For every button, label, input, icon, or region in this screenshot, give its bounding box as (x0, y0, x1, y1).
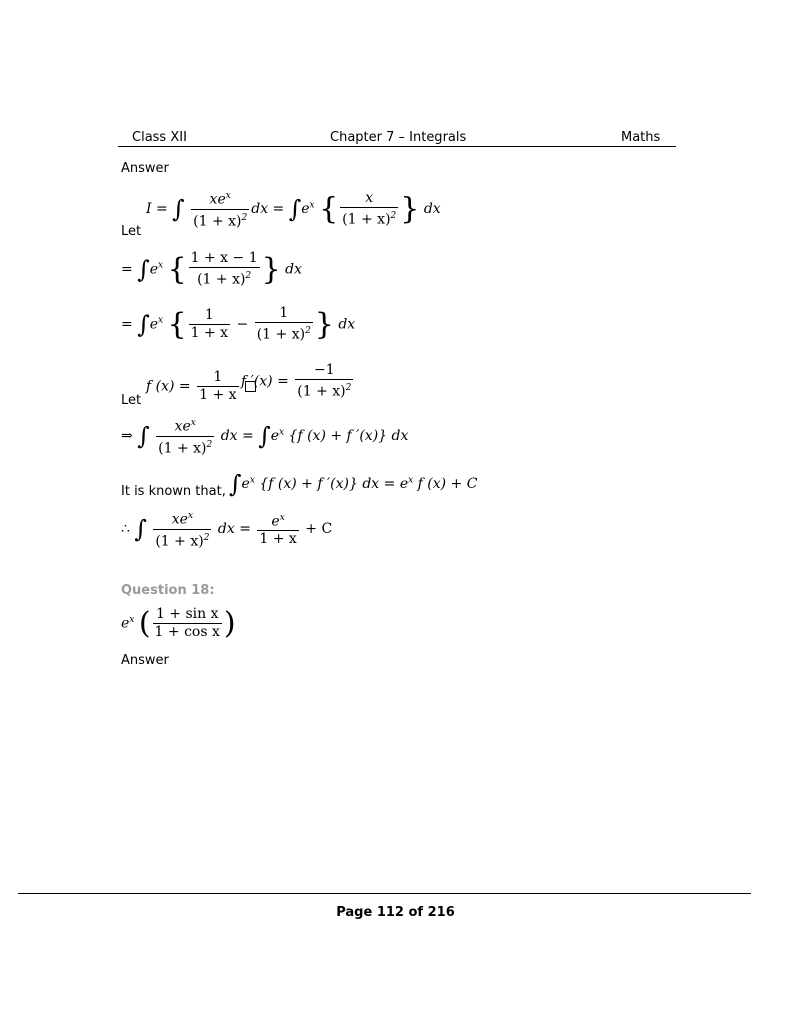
equation-known-result: $\int e^x$ {f (x) + f ′(x)} dx = $e^x$ f (x) + C (229, 470, 478, 498)
let-label: Let (121, 393, 142, 408)
question-title: Question 18: (121, 583, 215, 598)
page-number: Page 112 of 216 (336, 905, 455, 920)
header-chapter: Chapter 7 – Integrals (330, 130, 467, 145)
header-subject: Maths (621, 130, 661, 145)
equation-f-definition: f (x) = $\frac{1}{1 + x}$ (146, 369, 256, 404)
footer-rule (18, 893, 751, 894)
answer-label: Answer (121, 161, 169, 176)
known-label: It is known that, (121, 484, 226, 499)
let-label: Let (121, 224, 142, 239)
equation-step-2: = $\int e^x$ { $\frac{1}{1 + x}$ − $\frac{1}{(1 + x)^2}$ } dx (121, 305, 356, 343)
question-expression: $e^x$ ( $\frac{\text{1 + sin x}}{\text{1 + cos x}}$ ) (121, 606, 236, 641)
answer-label: Answer (121, 653, 169, 668)
header-rule (118, 146, 676, 147)
equation-step-1: = $\int e^x$ { $\frac{1 + x - 1}{(1 + x)^2}$ } dx (121, 250, 303, 288)
equation-conclusion: ∴ ∫ $\frac{xe^x}{(1 + x)^2}$ dx = $\frac{e^x}{1 + x}$ + C (121, 508, 332, 550)
equation-integral-definition: I = ∫ $\frac{xe^x}{(1 + x)^2}$ dx = $\int e^x$ { $\frac{x}{(1 + x)^2}$ } dx (146, 189, 441, 230)
equation-implies: ⇒ ∫ $\frac{xe^x}{(1 + x)^2}$ dx = $\int e^x$ {f (x) + f ′(x)} dx (121, 415, 408, 457)
equation-f-derivative: f ′(x) = $\frac{-1}{(1 + x)^2}$ (241, 362, 352, 400)
header-class: Class XII (132, 130, 187, 145)
